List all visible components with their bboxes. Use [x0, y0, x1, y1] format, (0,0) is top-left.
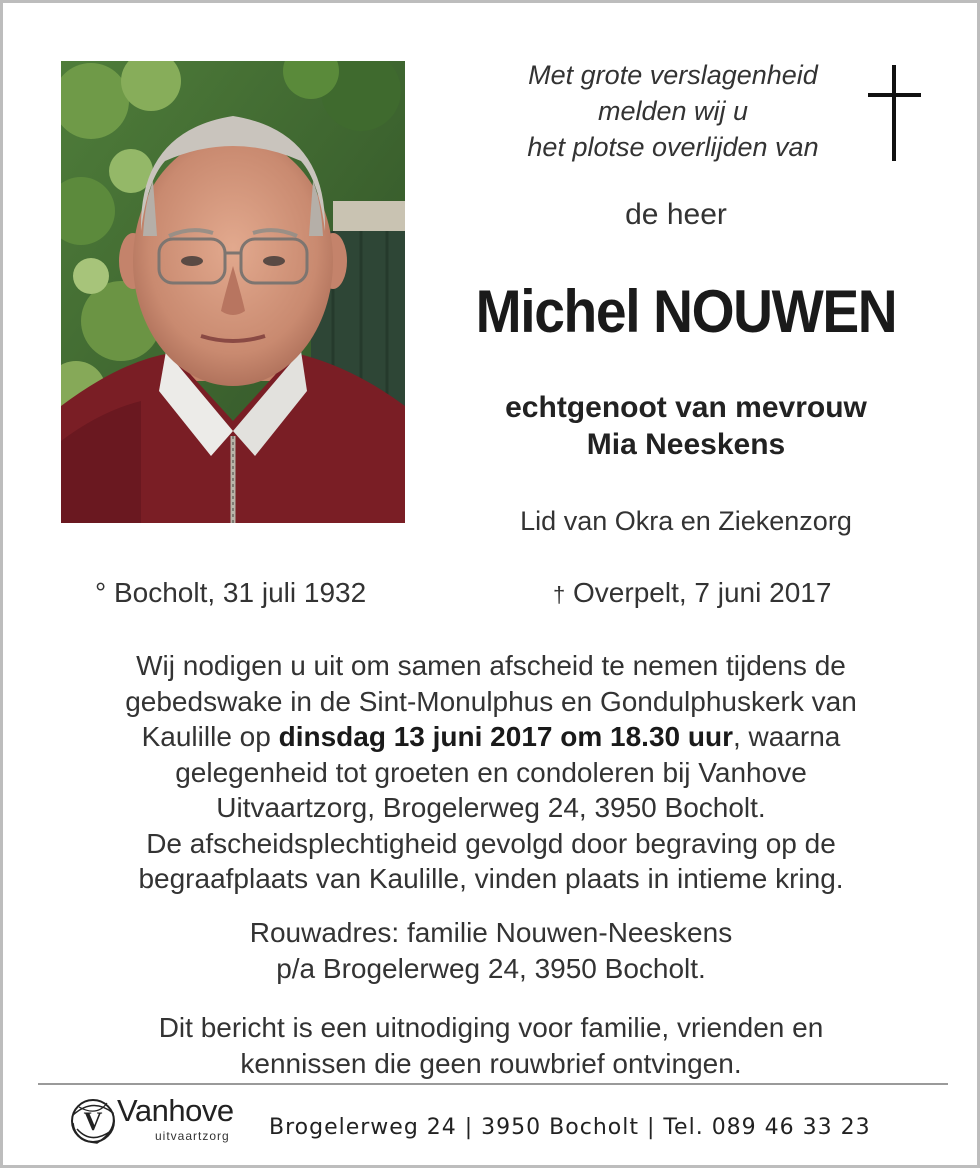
logo-emblem-icon	[67, 1095, 119, 1147]
spouse-line: echtgenoot van mevrouw	[505, 391, 867, 424]
divider	[38, 1083, 948, 1085]
intro-line: het plotse overlijden van	[527, 132, 819, 162]
address-line: Rouwadres: familie Nouwen-Neeskens	[249, 917, 733, 948]
logo-letter: V	[83, 1107, 103, 1136]
invitation-fragment: , waarna	[732, 721, 841, 752]
invitation-line: Wij nodigen u uit om samen afscheid te nemen tijdens de	[136, 650, 846, 681]
membership: Lid van Okra en Ziekenzorg	[520, 506, 852, 536]
wake-datetime: dinsdag 13 juni 2017 om 18.30 uur	[278, 721, 733, 752]
invitation-line: gebedswake in de Sint-Monulphus en Gondulphuskerk van	[125, 685, 857, 717]
logo-subtitle: uitvaartzorg	[155, 1129, 230, 1143]
logo-name: Vanhove	[117, 1093, 234, 1128]
invitation-line: begraafplaats van Kaulille, vinden plaats in intieme kring.	[138, 863, 844, 894]
portrait-illustration	[61, 61, 405, 523]
note-line: kennissen die geen rouwbrief ontvingen.	[240, 1047, 742, 1079]
spouse-name: Mia Neeskens	[586, 428, 786, 461]
death-info	[553, 577, 831, 609]
intro-text	[433, 57, 913, 165]
invitation-line	[43, 719, 939, 755]
spouse-info	[423, 389, 949, 463]
note-line: Dit bericht is een uitnodiging voor familie, vrienden en	[158, 1012, 824, 1043]
intro-line: melden wij u	[597, 96, 749, 126]
footer-contact: Brogelerweg 24 | 3950 Bocholt | Tel. 089 46 33 23	[269, 1115, 871, 1140]
notice-note	[43, 1010, 939, 1081]
dagger-icon: †	[553, 582, 566, 607]
deceased-name: Michel NOUWEN	[475, 278, 897, 345]
invitation-line: Uitvaartzorg, Brogelerweg 24, 3950 Bocholt.	[216, 792, 766, 823]
invitation-line: gelegenheid tot groeten en condoleren bij Vanhove	[175, 756, 807, 788]
invitation-text	[43, 648, 939, 897]
intro-line: Met grote verslagenheid	[528, 60, 818, 90]
portrait-photo	[61, 61, 405, 523]
death-text: Overpelt, 7 juni 2017	[565, 577, 832, 608]
salutation: de heer	[625, 198, 727, 231]
invitation-line: De afscheidsplechtigheid gevolgd door begraving op de	[146, 827, 836, 859]
address-line: p/a Brogelerweg 24, 3950 Bocholt.	[276, 952, 706, 984]
vanhove-logo	[67, 1093, 257, 1149]
mourning-address	[43, 915, 939, 986]
invitation-fragment: Kaulille op	[141, 721, 279, 752]
birth-info: ° Bocholt, 31 juli 1932	[95, 577, 367, 608]
